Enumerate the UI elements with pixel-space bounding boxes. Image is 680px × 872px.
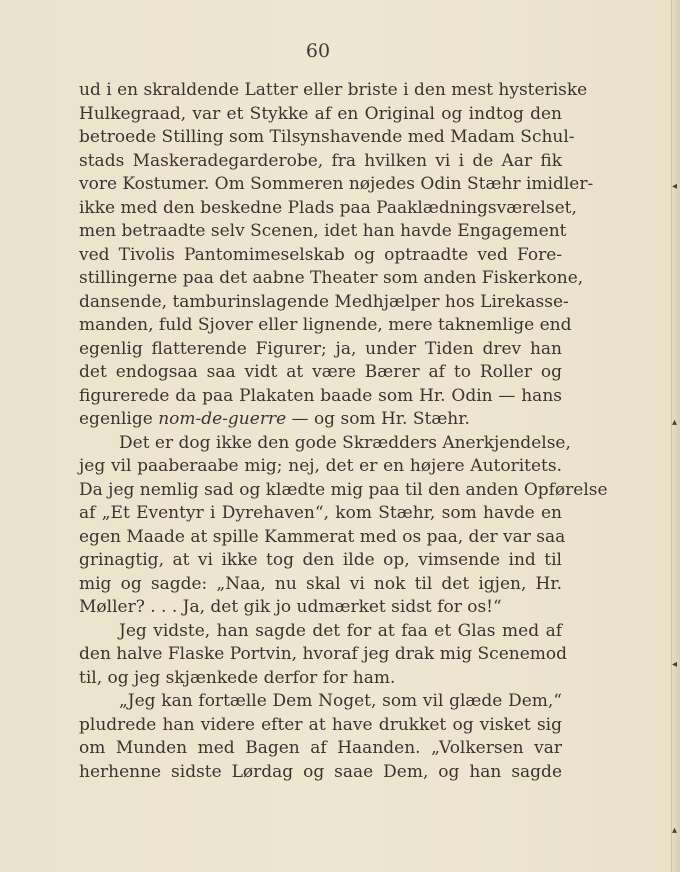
text-line: ikke med den beskedne Plads paa Paaklædningsværelset, [79,197,577,218]
text-line: stillingerne paa det aabne Theater som anden Fiskerkone, [79,268,584,288]
text-line: den halve Flaske Portvin, hvoraf jeg drak mig Scenemod [79,644,568,664]
text-line: af „Et Eventyr i Dyrehaven“, kom Stæhr, som havde en [79,503,562,523]
text-line: jeg vil paaberaabe mig; nej, det er en højere Autoritets. [79,456,562,476]
text-line: stads Maskeradegarderobe, fra hvilken vi i de Aar fik [79,150,562,171]
margin-mark-icon: ◂ [672,659,678,670]
text-line: til, og jeg skjænkede derfor for ham. [79,667,396,688]
text-line: pludrede han videre efter at have drukket og visket sig [79,714,562,735]
text-line: grinagtig, at vi ikke tog den ilde op, vimsende ind til [79,550,562,570]
text-line: ud i en skraldende Latter eller briste i den mest hysteriske [79,80,588,100]
text-line: manden, fuld Sjover eller lignende, mere taknemlige end [79,315,572,335]
text-line: Da jeg nemlig sad og klædte mig paa til den anden Opførelse [79,479,608,500]
margin-mark-icon: ▴ [672,825,678,836]
page-edge [671,0,680,872]
text-line: egenlig flatterende Figurer; ja, under Tiden drev han [79,338,562,359]
text-line: vore Kostumer. Om Sommeren nøjedes Odin Stæhr imidler- [79,174,594,194]
text-line [79,408,562,432]
text-line: dansende, tamburinslagende Medhjælper hos Lirekasse- [79,291,569,312]
text-line: om Munden med Bagen af Haanden. „Volkersen var [79,738,562,758]
paragraph-start: Det er dog ikke den gode Skrædders Anerkjendelse, [119,432,571,453]
body-text [79,79,608,784]
text-line: det endogsaa saa vidt at være Bærer af to Roller og [79,362,562,382]
text-line: herhenne sidste Lørdag og saae Dem, og han sagde [79,761,562,782]
italic-phrase: nom-de-guerre [158,409,287,429]
margin-mark-icon: ◂ [672,181,678,192]
paragraph-start: „Jeg kan fortælle Dem Noget, som vil glæde Dem,“ [119,691,562,711]
paragraph-start: Jeg vidste, han sagde det for at faa et Glas med af [119,620,562,641]
text-line: figurerede da paa Plakaten baade som Hr. Odin — hans [79,385,562,406]
text-line: mig og sagde: „Naa, nu skal vi nok til det igjen, Hr. [79,573,562,594]
page-number: 60 [305,40,331,62]
text-line: ved Tivolis Pantomimeselskab og optraadte ved Fore- [79,244,562,265]
text-fragment: — og som Hr. Stæhr. [286,409,470,429]
text-line: Møller? . . . Ja, det gik jo udmærket sidst for os!“ [79,597,502,617]
text-line: Hulkegraad, var et Stykke af en Original og indtog den [79,103,562,124]
text-line: betroede Stilling som Tilsynshavende med Madam Schul- [79,127,575,147]
text-fragment: egenlige [79,409,159,429]
text-line: egen Maade at spille Kammerat med os paa, der var saa [79,526,566,547]
margin-mark-icon: ▴ [672,417,678,428]
text-line: men betraadte selv Scenen, idet han havde Engagement [79,221,567,241]
